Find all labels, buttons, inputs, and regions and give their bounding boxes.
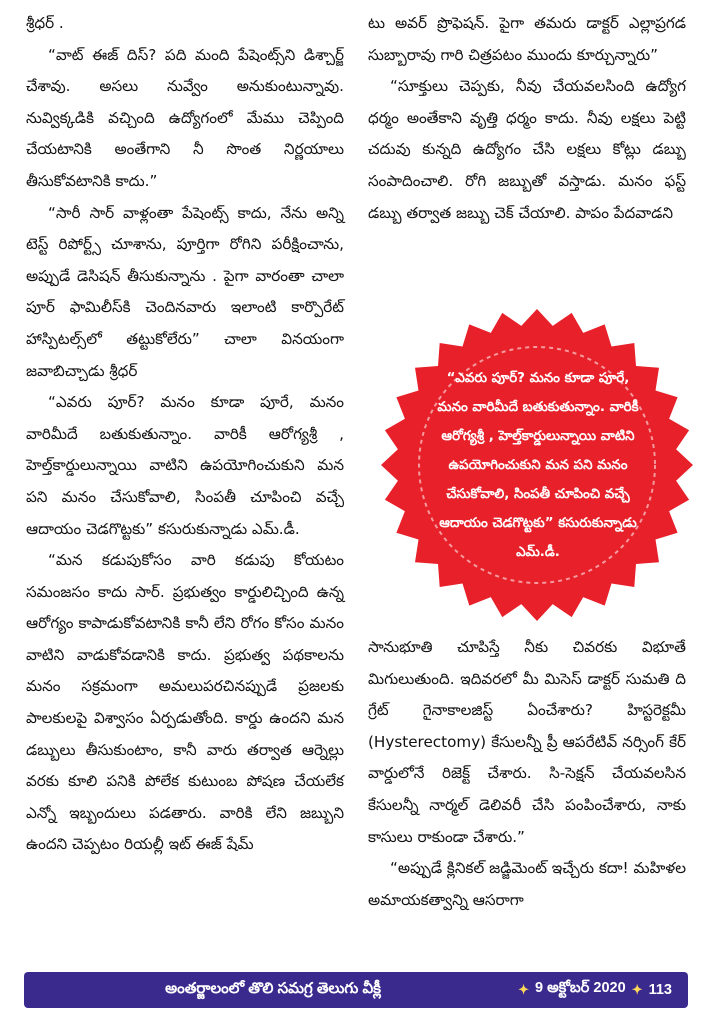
paragraph: శ్రీధర్ . bbox=[26, 14, 64, 32]
paragraph: “ఎవరు పూర్? మనం కూడా పూరే, మనం వారిమీదే బతుకుతున్నాం. వారికీ ఆరోగ్యశ్రీ , హెల్త్‌కార్డులున్నాయి వాటిని ఉపయోగించుకుని మన పని మనం చేసుకోవాలి, సింపతీ చూపించి వచ్చే ఆదాయం చెడగొట్టకు” కసురుకున్నాడు ఎమ్.డీ. bbox=[26, 393, 344, 538]
issue-date: 9 అక్టోబర్ 2020 bbox=[535, 980, 626, 996]
paragraph: సానుభూతి చూపిస్తే నీకు చివరకు విభూతే మిగులుతుంది. ఇదివరలో మీ మిసెస్ డాక్టర్ సుమతి ది గ్రేట్ గైనాకాలజిస్ట్ ఏంచేశారు? హిస్టరెక్టమీ (Hysterectomy) కేసులన్నీ ప్రీ ఆపరేటివ్ నర్సింగ్ కేర్ వార్డులోనే రిజెక్ట్ చేశారు. సి-సెక్షన్ చేయవలసిన కేసులన్నీ నార్మల్ డెలివరీ చేసి పంపించేశారు, నాకు కాసులు రాకుండా చేశారు.” bbox=[368, 638, 686, 846]
pull-quote-seal bbox=[378, 306, 696, 624]
paragraph: “అప్పుడే క్లినికల్ జడ్జిమెంట్ ఇచ్చేరు కదా! మహిళల అమాయకత్వాన్ని ఆసరాగా bbox=[368, 859, 686, 909]
article-column-right-bottom bbox=[368, 632, 686, 916]
paragraph: “వాట్ ఈజ్ దిస్? పది మంది పేషెంట్స్‌ని డిశ్చార్జ్ చేశావు. అసలు నువ్వేం అనుకుంటున్నావు. నువ్విక్కడికి వచ్చింది ఉద్యోగంలో మేము చెప్పింది చేయటానికి అంతేగాని నీ సొంత నిర్ణయాలు తీసుకోవటానికి కాదు.” bbox=[26, 45, 344, 190]
paragraph: “సూక్తులు చెప్పకు, నీవు చేయవలసింది ఉద్యోగ ధర్మం అంతేకాని వృత్తి ధర్మం కాదు. నీవు లక్షలు పెట్టి చదువు కున్నది ఉద్యోగం చేసి లక్షలు కోట్లు డబ్బు సంపాదించాలి. రోగి జబ్బుతో వస్తాడు. మనం ఫస్ట్ డబ్బు తర్వాత జబ్బు చెక్ చేయాలి. పాపం పేదవాడని bbox=[368, 77, 686, 222]
paragraph: “మన కడుపుకోసం వారి కడుపు కోయటం సమంజసం కాదు సార్. ప్రభుత్వం కార్డులిచ్చింది ఉన్న ఆరోగ్యం కాపాడుకోవటానికి కానీ లేని రోగం కోసం మనం వాటిని వాడుకోవడానికి కాదు. ప్రభుత్వ పథకాలను మనం సక్రమంగా అమలుపరచినప్పుడే ప్రజలకు పాలకులపై విశ్వాసం ఏర్పడుతోంది. కార్డు ఉందని మన డబ్బులు తీసుకుంటాం, కానీ వారు తర్వాత ఆర్నెల్లు వరకు కూలి పనికి పోలేక కుటుంబ పోషణ చేయలేక ఎన్నో ఇబ్బందులు పడతారు. వారికి లేని జబ్బుని ఉందని చెప్పటం రియల్లీ ఇట్ ఈజ్ షేమ్ bbox=[26, 551, 344, 854]
star-icon: ✦ bbox=[631, 982, 643, 997]
paragraph: టు అవర్ ప్రొఫెషన్. పైగా తమరు డాక్టర్ ఎల్లాప్రగడ సుబ్బారావు గారి చిత్రపటం ముందు కూర్చున్నారు” bbox=[368, 14, 686, 64]
pull-quote-text: “ఎవరు పూర్? మనం కూడా పూరే, మనం వారిమీదే బతుకుతున్నాం. వారికీ ఆరోగ్యశ్రీ , హెల్త్‌కార్డులున్నాయి వాటిని ఉపయోగించుకుని మన పని మనం చేసుకోవాలి, సింపతీ చూపించి వచ్చే ఆదాయం చెడగొట్టకు” కసురుకున్నాడు ఎమ్.డీ. bbox=[437, 370, 639, 560]
page-number: 113 bbox=[648, 982, 672, 998]
star-icon: ✦ bbox=[518, 982, 530, 997]
magazine-tagline: అంతర్జాలంలో తొలి సమగ్ర తెలుగు వీక్లీ bbox=[165, 979, 381, 997]
footer-bar bbox=[24, 972, 688, 1008]
article-column-left bbox=[26, 8, 344, 861]
article-column-right-top bbox=[368, 8, 686, 229]
paragraph: “సారీ సార్ వాళ్లంతా పేషెంట్స్ కాదు, నేను అన్ని టెస్ట్ రిపోర్ట్స్ చూశాను, పూర్తిగా రోగిని పరీక్షించాను, అప్పుడే డెసిషన్ తీసుకున్నాను . పైగా వారంతా చాలా పూర్ ఫామిలీస్‌కి చెందినవారు ఇలాంటి కార్పొరేట్ హాస్పిటల్స్‌లో తట్టుకోలేరు” చాలా వినయంగా జవాబిచ్చాడు శ్రీధర్ bbox=[26, 203, 344, 380]
